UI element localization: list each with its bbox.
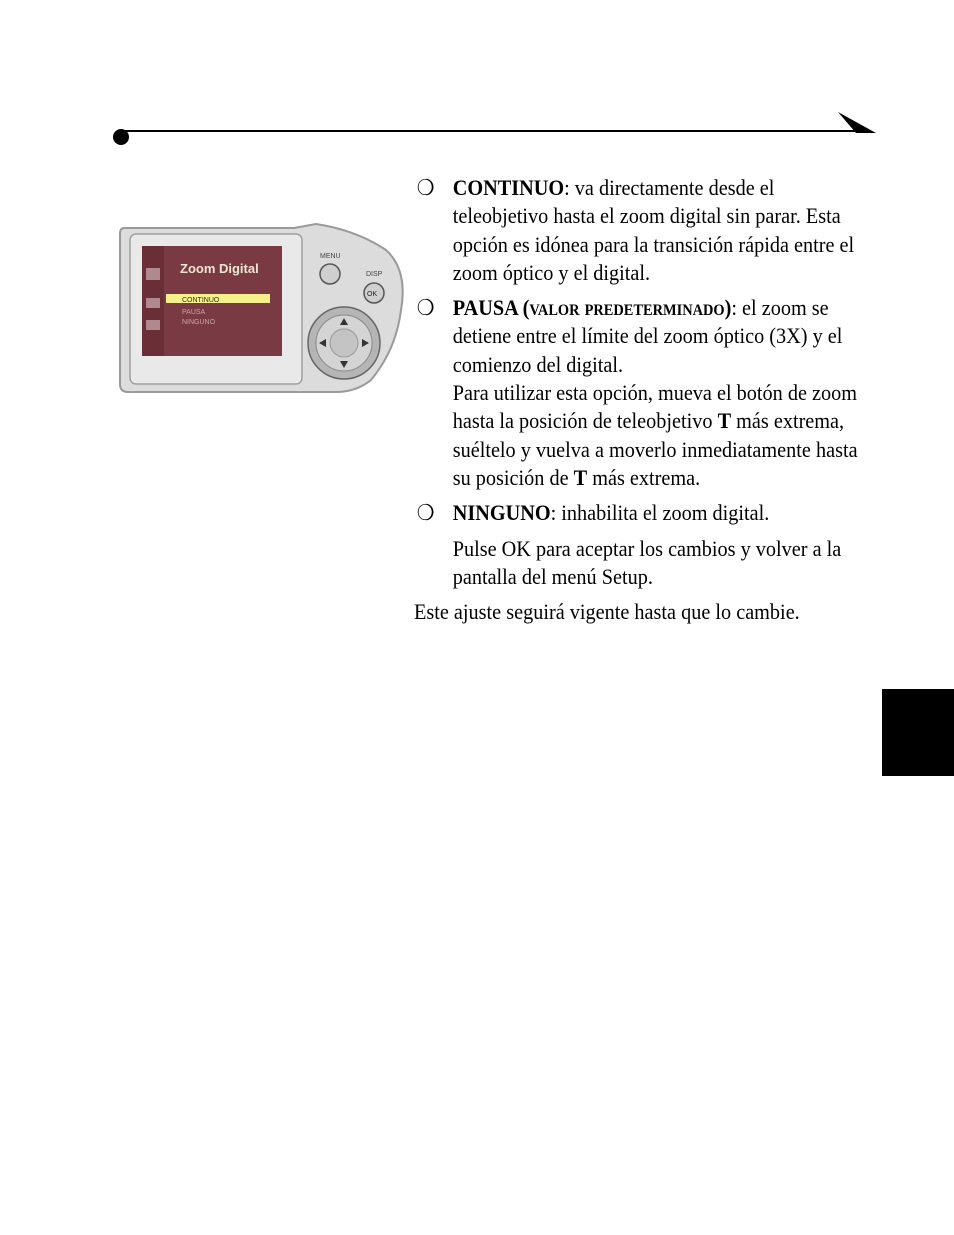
item-text: : el zoom se detiene entre el límite del zoom óptico (3X) y el comienzo del digital. xyxy=(452,295,843,377)
header-rule xyxy=(121,130,856,132)
list-item xyxy=(414,499,869,527)
list-item xyxy=(414,294,869,492)
arrow-icon xyxy=(836,110,876,136)
menu-label: MENU xyxy=(320,253,341,260)
disp-label: DISP xyxy=(366,271,383,278)
item-text-2b: más extrema, suéltelo y vuelva a moverlo inmediatamente hasta su posición de xyxy=(452,408,858,490)
item-term: CONTINUO xyxy=(452,175,565,200)
ok-paragraph: Pulse OK para aceptar los cambios y volver a la pantalla del menú Setup. xyxy=(452,535,842,589)
item-term: NINGUNO xyxy=(452,500,551,526)
screen-option-2: PAUSA xyxy=(182,309,206,316)
tele-symbol: T xyxy=(573,464,588,490)
screen-title: Zoom Digital xyxy=(180,261,259,276)
camera-illustration xyxy=(116,220,406,398)
circle-bullet-icon: ❍ xyxy=(416,500,435,526)
item-text-2a: Para utilizar esta opción, mueva el botón de zoom hasta la posición de teleobjetivo xyxy=(452,380,858,434)
main-content xyxy=(414,174,869,626)
list-item xyxy=(414,174,869,287)
ok-label: OK xyxy=(367,291,378,298)
final-paragraph: Este ajuste seguirá vigente hasta que lo cambie. xyxy=(414,599,800,625)
screen-option-3: NINGUNO xyxy=(182,319,216,326)
menu-button xyxy=(320,264,340,284)
item-text: : va directamente desde el teleobjetivo hasta el zoom digital sin parar. Esta opción es idónea para la transición rápida entre el zoom óptico y el digital. xyxy=(452,175,855,285)
tele-symbol: T xyxy=(717,408,732,434)
circle-bullet-icon: ❍ xyxy=(416,295,435,321)
item-term: PAUSA (valor predeterminado) xyxy=(452,295,732,321)
item-text-2c: más extrema. xyxy=(587,464,701,490)
circle-bullet-icon: ❍ xyxy=(416,175,435,200)
screen-option-1: CONTINUO xyxy=(182,297,220,304)
item-text: : inhabilita el zoom digital. xyxy=(550,500,770,526)
section-tab xyxy=(882,689,954,776)
